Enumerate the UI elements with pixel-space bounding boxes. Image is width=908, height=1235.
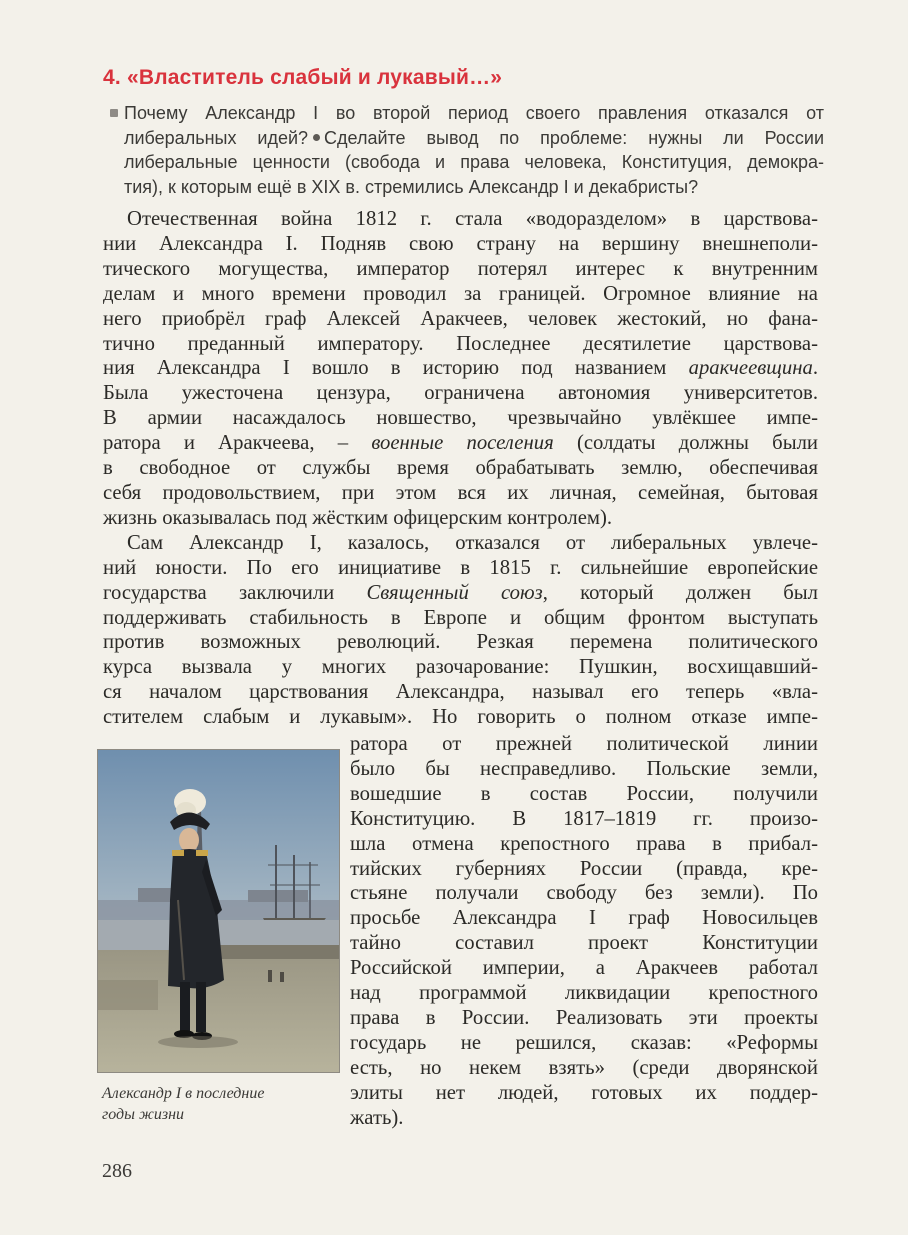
- caption-line: Александр I в последние: [102, 1085, 265, 1102]
- question-text: Сделайте вывод по проблеме: нужны ли России: [324, 127, 825, 148]
- text-line: шла отмена крепостного права в прибал-: [350, 832, 818, 855]
- text-run: (солдаты должны были: [553, 432, 818, 455]
- question-text: либеральных идей?: [124, 127, 309, 148]
- portrait-image: [97, 749, 340, 1073]
- text-line: Отечественная война 1812 г. стала «водоразделом» в царствова-: [127, 208, 818, 230]
- text-line: ся началом царствования Александра, называл его теперь «вла-: [103, 681, 818, 704]
- question-line: либеральные ценности (свобода и права человека, Конституция, демокра-: [124, 152, 824, 173]
- text-line: [103, 356, 818, 381]
- text-line: есть, но некем взять» (среди дворянской: [350, 1056, 818, 1079]
- text-line: в свободное от службы время обрабатывать землю, обеспечивая: [103, 457, 818, 480]
- review-questions: [124, 101, 824, 200]
- text-line: жизнь оказывалась под жёстким офицерским контролем).: [103, 506, 613, 529]
- term-arakcheevshchina: аракчеевщина: [688, 357, 813, 380]
- text-run: .: [812, 357, 818, 380]
- text-line: делам и много времени проводил за границей. Огромное влияние на: [103, 282, 818, 305]
- text-line: против возможных революций. Резкая перемена политического: [103, 631, 818, 654]
- text-line: тайно составил проект Конституции: [350, 932, 818, 955]
- question-line: тия), к которым ещё в XIX в. стремились Александр I и декабристы?: [124, 177, 699, 198]
- bullet-square-icon: [110, 109, 118, 117]
- text-line: В армии насаждалось новшество, чрезвычайно увлёкшее импе-: [103, 407, 818, 430]
- question-line: [124, 126, 824, 151]
- text-line: стьяне получали свободу без земли). По: [350, 882, 818, 905]
- text-line: Российской империи, а Аракчеев работал: [350, 957, 818, 980]
- text-line: него приобрёл граф Алексей Аракчеев, человек жестокий, но фана-: [103, 307, 818, 330]
- text-line: тийских губерниях России (правда, кре-: [350, 857, 818, 880]
- text-line: права в России. Реализовать эти проекты: [350, 1006, 818, 1029]
- text-line: вошедшие в состав России, получили: [350, 782, 818, 805]
- wrapped-text: [350, 732, 818, 1131]
- text-line: Была ужесточена цензура, ограничена автономия университетов.: [103, 382, 818, 405]
- main-text: [103, 207, 818, 730]
- figure-caption: [102, 1083, 342, 1125]
- bullet-dot-icon: [313, 134, 320, 141]
- text-line: просьбе Александра I граф Новосильцев: [350, 907, 818, 930]
- text-line: стителем слабым и лукавым». Но говорить о полном отказе импе-: [103, 706, 818, 729]
- question-line: Почему Александр I во второй период своего правления отказался от: [124, 103, 824, 123]
- text-line: государь не решился, сказав: «Реформы: [350, 1031, 818, 1054]
- page-number: 286: [102, 1160, 132, 1182]
- text-line: нии Александра I. Подняв свою страну на вершину внешнеполи-: [103, 232, 818, 255]
- text-line: тического могущества, император потерял интерес к внутренним: [103, 257, 818, 280]
- text-line: было бы несправедливо. Польские земли,: [350, 757, 818, 780]
- text-line: Сам Александр I, казалось, отказался от либеральных увлече-: [127, 531, 818, 554]
- term-military-settlements: военные поселения: [371, 432, 554, 455]
- text-run: ния Александра I вошло в историю под названием: [103, 357, 689, 380]
- text-line: ратора от прежней политической линии: [350, 733, 818, 755]
- text-line: над программой ликвидации крепостного: [350, 982, 818, 1005]
- caption-line: годы жизни: [102, 1106, 185, 1123]
- text-line: ний юности. По его инициативе в 1815 г. сильнейшие европейские: [103, 556, 818, 579]
- text-line: Конституцию. В 1817–1819 гг. произо-: [350, 807, 818, 830]
- text-line: элиты нет людей, готовых их поддер-: [350, 1081, 818, 1104]
- text-line: [103, 431, 818, 456]
- text-line: поддерживать стабильность в Европе и общим фронтом выступать: [103, 606, 818, 629]
- text-line: [103, 581, 818, 606]
- text-run: ратора и Аракчеева, –: [103, 432, 372, 455]
- section-title: 4. «Властитель слабый и лукавый…»: [103, 66, 503, 89]
- text-run: государства заключили: [103, 581, 367, 604]
- portrait-illustration: [98, 750, 339, 1072]
- term-holy-alliance: Священный союз: [366, 581, 543, 604]
- text-line: тично преданный императору. Последнее десятилетие царствова-: [103, 332, 818, 355]
- text-line: жать).: [350, 1106, 404, 1129]
- text-run: , который должен был: [542, 581, 818, 604]
- text-line: себя продовольствием, при этом вся их личная, семейная, бытовая: [103, 481, 818, 504]
- text-line: курса вызвала у многих разочарование: Пушкин, восхищавший-: [103, 656, 818, 679]
